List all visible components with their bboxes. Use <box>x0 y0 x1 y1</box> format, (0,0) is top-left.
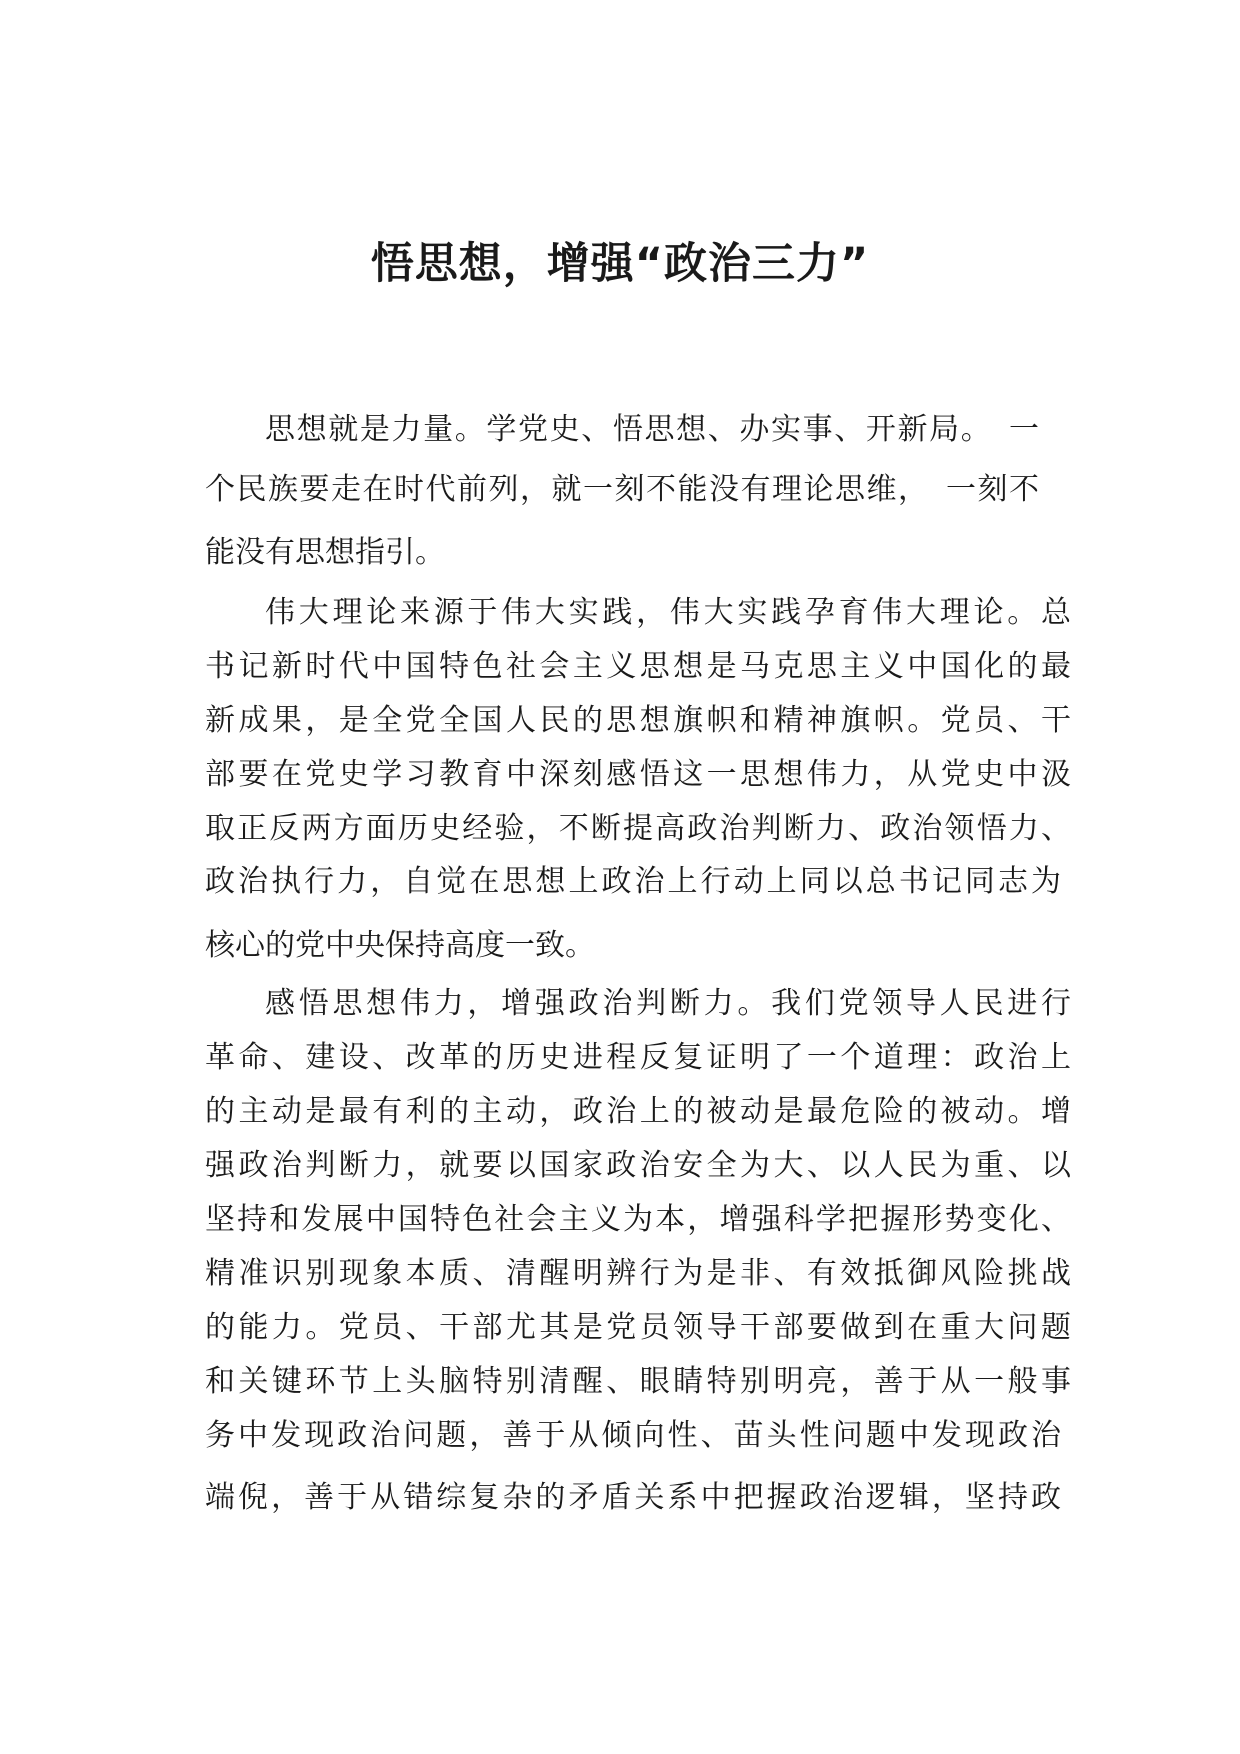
paragraph-3-line-2: 革命、建设、改革的历史进程反复证明了一个道理：政治上 <box>205 1040 1071 1075</box>
paragraph-3-line-8: 和关键环节上头脑特别清醒、眼睛特别明亮，善于从一般事 <box>205 1364 1071 1399</box>
paragraph-3-line-10: 端倪，善于从错综复杂的矛盾关系中把握政治逻辑，坚持政 <box>205 1480 1061 1515</box>
paragraph-1-line-3: 能没有思想指引。 <box>205 535 445 570</box>
document-title: 悟思想，增强“政治三力” <box>370 239 870 289</box>
paragraph-3-line-5: 坚持和发展中国特色社会主义为本，增强科学把握形势变化、 <box>205 1202 1071 1237</box>
paragraph-3-line-3: 的主动是最有利的主动，政治上的被动是最危险的被动。增 <box>205 1094 1071 1129</box>
paragraph-3-line-1: 感悟思想伟力，增强政治判断力。我们党领导人民进行 <box>265 986 1071 1021</box>
paragraph-1-line-2: 个民族要走在时代前列，就一刻不能没有理论思维， 一刻不 <box>205 472 1039 507</box>
paragraph-2-line-5: 取正反两方面历史经验，不断提高政治判断力、政治领悟力、 <box>205 811 1071 846</box>
paragraph-2-line-7: 核心的党中央保持高度一致。 <box>205 928 595 963</box>
paragraph-2-line-1: 伟大理论来源于伟大实践，伟大实践孕育伟大理论。总 <box>265 595 1071 630</box>
paragraph-2-line-2: 书记新时代中国特色社会主义思想是马克思主义中国化的最 <box>205 649 1071 684</box>
paragraph-3-line-4: 强政治判断力，就要以国家政治安全为大、以人民为重、以 <box>205 1148 1071 1183</box>
paragraph-1-line-1: 思想就是力量。学党史、悟思想、办实事、开新局。 一 <box>265 412 1039 447</box>
paragraph-2-line-6: 政治执行力，自觉在思想上政治上行动上同以总书记同志为 <box>205 864 1061 899</box>
paragraph-2-line-4: 部要在党史学习教育中深刻感悟这一思想伟力，从党史中汲 <box>205 757 1071 792</box>
paragraph-2-line-3: 新成果，是全党全国人民的思想旗帜和精神旗帜。党员、干 <box>205 703 1071 738</box>
paragraph-3-line-9: 务中发现政治问题，善于从倾向性、苗头性问题中发现政治 <box>205 1418 1061 1453</box>
paragraph-3-line-7: 的能力。党员、干部尤其是党员领导干部要做到在重大问题 <box>205 1310 1071 1345</box>
paragraph-3-line-6: 精准识别现象本质、清醒明辨行为是非、有效抵御风险挑战 <box>205 1256 1071 1291</box>
